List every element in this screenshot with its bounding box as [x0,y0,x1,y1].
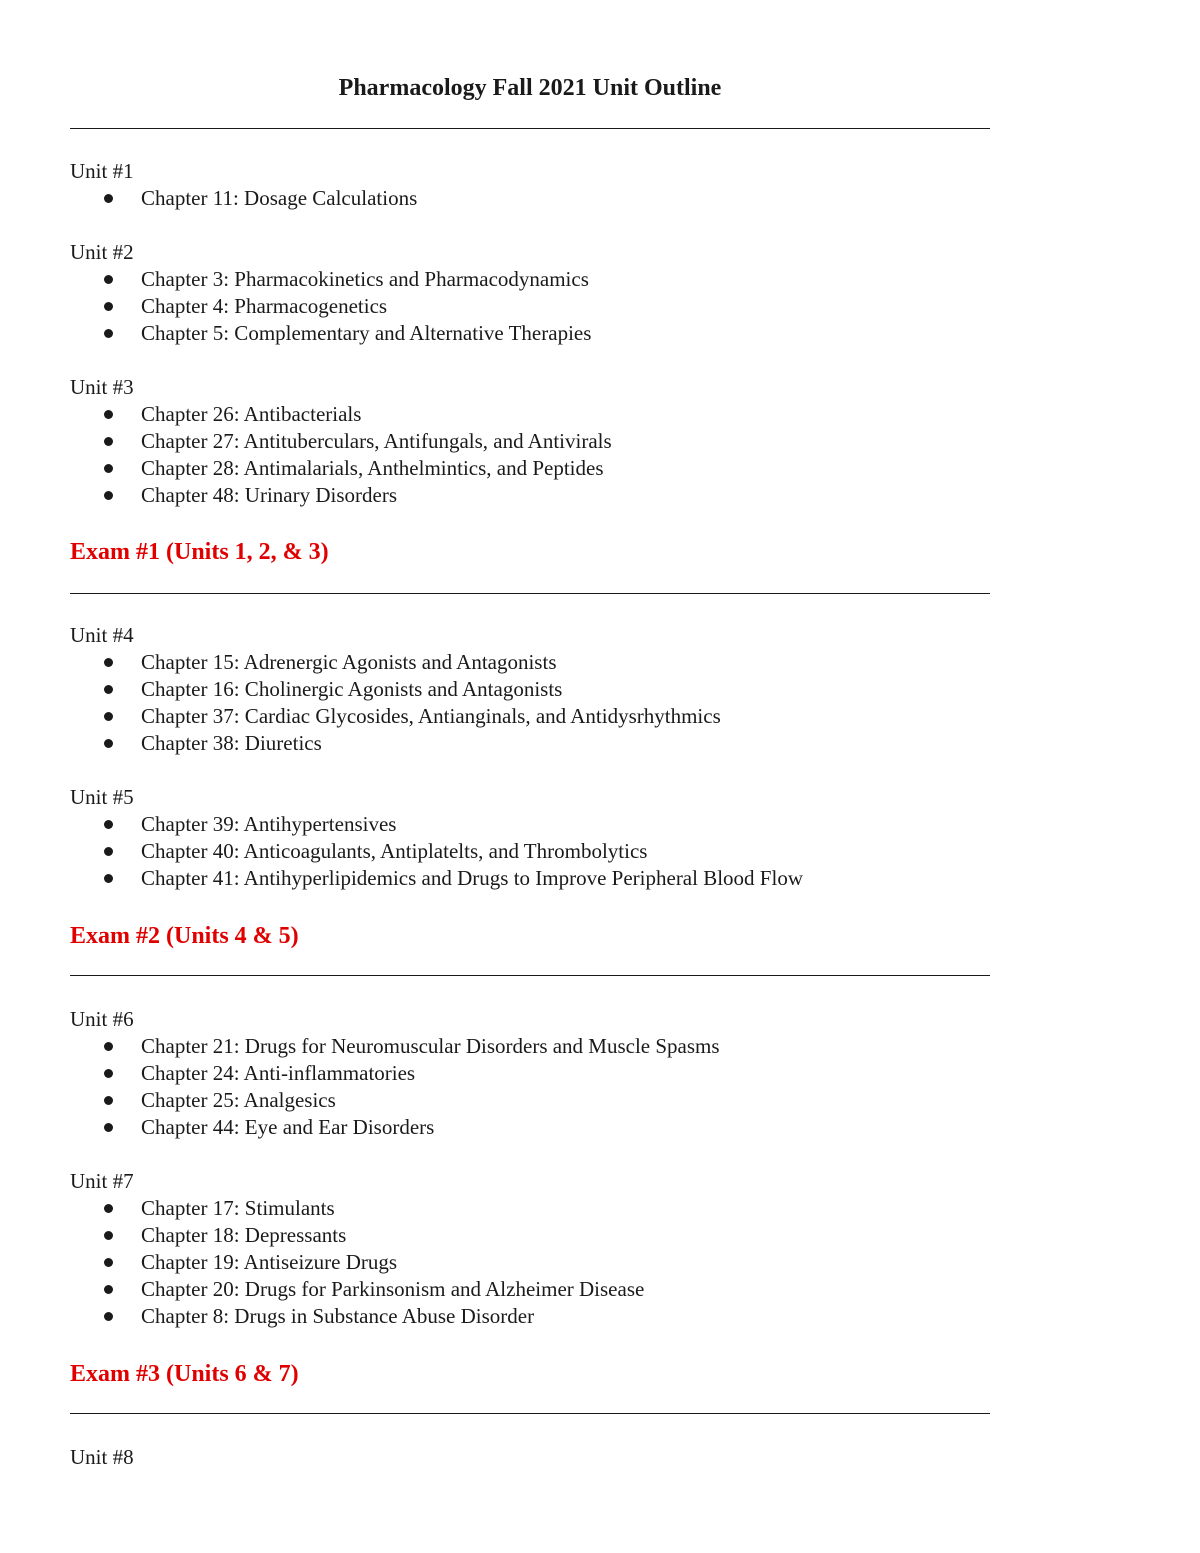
chapter-item [70,1195,990,1222]
bullet-icon [104,1258,113,1267]
chapter-text: Chapter 17: Stimulants [141,1196,335,1220]
divider [70,1413,990,1414]
chapter-item [70,185,990,212]
bullet-icon [104,302,113,311]
bullet-icon [104,329,113,338]
chapter-text: Chapter 38: Diuretics [141,731,322,755]
chapter-text: Chapter 3: Pharmacokinetics and Pharmacodynamics [141,267,589,291]
chapter-text: Chapter 48: Urinary Disorders [141,483,398,507]
chapter-item [70,455,990,482]
unit-label-3: Unit #3 [70,375,134,399]
bullet-icon [104,1042,113,1051]
chapter-item [70,320,990,347]
chapter-item [70,1033,990,1060]
chapter-item [70,293,990,320]
bullet-icon [104,491,113,500]
chapter-item [70,1060,990,1087]
chapter-item [70,676,990,703]
chapter-list-unit-1 [70,185,990,212]
bullet-icon [104,437,113,446]
chapter-text: Chapter 16: Cholinergic Agonists and Antagonists [141,677,563,701]
chapter-list-unit-7 [70,1195,990,1330]
chapter-item [70,482,990,509]
chapter-text: Chapter 39: Antihypertensives [141,812,397,836]
divider [70,975,990,976]
chapter-item [70,838,990,865]
chapter-text: Chapter 19: Antiseizure Drugs [141,1250,398,1274]
chapter-text: Chapter 15: Adrenergic Agonists and Antagonists [141,650,557,674]
chapter-list-unit-6 [70,1033,990,1141]
chapter-item [70,865,990,892]
chapter-item [70,730,990,757]
bullet-icon [104,1069,113,1078]
unit-label-8: Unit #8 [70,1445,134,1469]
chapter-list-unit-4 [70,649,990,757]
chapter-list-unit-2 [70,266,990,347]
chapter-text: Chapter 26: Antibacterials [141,402,362,426]
chapter-text: Chapter 41: Antihyperlipidemics and Drugs to Improve Peripheral Blood Flow [141,866,803,890]
chapter-list-unit-3 [70,401,990,509]
chapter-item [70,1114,990,1141]
chapter-item [70,1222,990,1249]
chapter-item [70,266,990,293]
bullet-icon [104,1231,113,1240]
chapter-text: Chapter 8: Drugs in Substance Abuse Disorder [141,1304,535,1328]
unit-label-7: Unit #7 [70,1169,134,1193]
bullet-icon [104,1312,113,1321]
bullet-icon [104,194,113,203]
exam-heading-2: Exam #2 (Units 4 & 5) [70,923,299,949]
chapter-text: Chapter 25: Analgesics [141,1088,336,1112]
exam-heading-3: Exam #3 (Units 6 & 7) [70,1361,299,1387]
exam-heading-1: Exam #1 (Units 1, 2, & 3) [70,539,329,565]
bullet-icon [104,1123,113,1132]
divider [70,593,990,594]
chapter-text: Chapter 18: Depressants [141,1223,347,1247]
bullet-icon [104,464,113,473]
chapter-item [70,1276,990,1303]
bullet-icon [104,874,113,883]
bullet-icon [104,1285,113,1294]
divider [70,128,990,129]
bullet-icon [104,275,113,284]
bullet-icon [104,739,113,748]
chapter-list-unit-5 [70,811,990,892]
chapter-text: Chapter 20: Drugs for Parkinsonism and Alzheimer Disease [141,1277,645,1301]
chapter-text: Chapter 24: Anti-inflammatories [141,1061,416,1085]
chapter-item [70,811,990,838]
chapter-text: Chapter 21: Drugs for Neuromuscular Disorders and Muscle Spasms [141,1034,720,1058]
chapter-text: Chapter 4: Pharmacogenetics [141,294,388,318]
unit-label-2: Unit #2 [70,240,134,264]
bullet-icon [104,712,113,721]
bullet-icon [104,1204,113,1213]
chapter-text: Chapter 5: Complementary and Alternative Therapies [141,321,592,345]
bullet-icon [104,820,113,829]
chapter-text: Chapter 27: Antituberculars, Antifungals, and Antivirals [141,429,612,453]
chapter-text: Chapter 40: Anticoagulants, Antiplatelts, and Thrombolytics [141,839,648,863]
chapter-item [70,703,990,730]
chapter-item [70,1087,990,1114]
unit-label-4: Unit #4 [70,623,134,647]
bullet-icon [104,410,113,419]
chapter-text: Chapter 37: Cardiac Glycosides, Antianginals, and Antidysrhythmics [141,704,721,728]
chapter-item [70,428,990,455]
chapter-text: Chapter 44: Eye and Ear Disorders [141,1115,435,1139]
chapter-item [70,649,990,676]
unit-label-5: Unit #5 [70,785,134,809]
bullet-icon [104,1096,113,1105]
chapter-text: Chapter 11: Dosage Calculations [141,186,418,210]
bullet-icon [104,658,113,667]
chapter-text: Chapter 28: Antimalarials, Anthelmintics, and Peptides [141,456,604,480]
chapter-item [70,1303,990,1330]
chapter-item [70,1249,990,1276]
unit-label-6: Unit #6 [70,1007,134,1031]
bullet-icon [104,685,113,694]
page-title: Pharmacology Fall 2021 Unit Outline [338,75,722,101]
unit-label-1: Unit #1 [70,159,134,183]
bullet-icon [104,847,113,856]
chapter-item [70,401,990,428]
